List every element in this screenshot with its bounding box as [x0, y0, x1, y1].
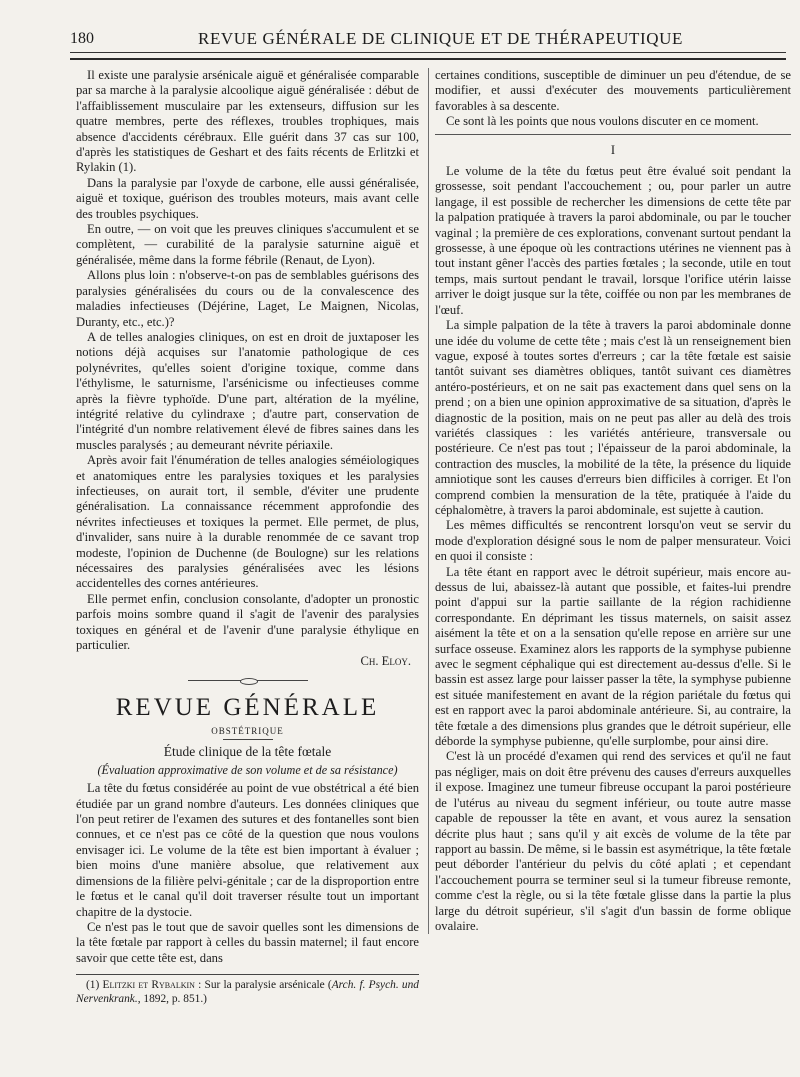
right-column — [428, 68, 791, 934]
section-number: I — [610, 142, 616, 157]
left-column — [76, 68, 419, 1006]
footnote-journal: Arch. f. Psych. und Nervenkrank. — [76, 979, 419, 1006]
footnote — [76, 974, 419, 1006]
author-signature: Ch. Eloy. — [360, 654, 411, 669]
footnote-end: , 1892, p. 851.) — [137, 993, 207, 1006]
paragraph: Les mêmes difficultés se rencontrent lorsqu'on veut se servir du mode d'exploration désigné sous le nom de palper mensurateur. Voici en quoi il consiste : — [435, 518, 791, 564]
paragraph: Elle permet enfin, conclusion consolante, d'adopter un pronostic parfois moins sombre quand il s'agit de l'avenir des paralysies toxiques en général et de l'avenir d'une paralysie éthylique en particulier. — [76, 591, 419, 653]
article-title: Étude clinique de la tête fœtale — [163, 743, 332, 759]
paragraph: Allons plus loin : n'observe-t-on pas de semblables guérisons des paralysies généralisées du cours ou de la convalescence des maladies infectieuses (Déjérine, Laget, Le Maignen, Nicolas, Duranty, etc., etc.)? — [76, 268, 419, 329]
paragraph: Ce sont là les points que nous voulons discuter en ce moment. — [446, 114, 759, 129]
paragraph: Il existe une paralysie arsénicale aiguë et généralisée comparable par sa marche à la paralysie alcoolique aiguë généralisée : début de l'affaiblissement musculaire par les extenseurs, diffusion sur les quatre membres, perte des réflexes, troubles trophiques, mais absence d'accidents cérébraux. Elle guérit dans 37 cas sur 100, d'après les statistiques de Geshart et des faits récents de Erlitzki et Rylakin (1). — [76, 68, 419, 175]
paragraph: La tête du fœtus considérée au point de vue obstétrical a été bien étudiée par un grand nombre d'auteurs. Les données cliniques que l'on peut retirer de l'examen des sutures et des fontanelles sont bien connues, et ce n'est pas ce côté de la question que nous voulons envisager ici. Le volume de la tête est bien important à évaluer ; bien moins d'une manière absolue, que relativement aux dimensions de la filière pelvi-génitale ; car de la disproportion entre le fœtus et le canal qu'il doit traverser résulte tout un important chapitre de la dystocie. — [76, 781, 419, 919]
paragraph: La tête étant en rapport avec le détroit supérieur, mais encore au-dessus de lui, abaissez-là autant que possible, et faites-lui prendre point d'appui sur la partie saillante de la région rachidienne correspondante. En déprimant les tissus maternels, on saisit assez aisément la tête et on a la sensation qu'elle repose en arrière sur une surface osseuse. Examinez alors les rapports de la symphyse pubienne avec le segment céphalique qui est directement au-dessus d'elle. Si le bassin est assez large pour laisser passer la tête, la symphyse pubienne est située manifestement en avant de la région pariétale du fœtus qui est en rapport avec la paroi abdominale antérieure. Si, au contraire, la tête fœtale a des dimensions plus grandes que le détroit supérieur, elle déborde la symphyse pubienne, qu'elle surplombe, pour ainsi dire. — [435, 564, 791, 749]
paragraph: C'est là un procédé d'examen qui rend des services et qu'il ne faut pas négliger, mais on doit être prévenu des causes d'erreurs auxquelles il expose. Imaginez une tumeur fibreuse occupant la paroi postérieure de l'utérus au niveau du segment inférieur, ou toute autre masse capable de repousser la tête en avant, et vous aurez la sensation décrite plus haut ; sans qu'il y ait excès de volume de la tête par rapport au bassin. De même, si le bassin est asymétrique, la tête fœtale peut déborder l'antérieur du pelvis du côté aplati ; et cependant l'accouchement pourra se terminer seul si la tumeur fibreuse remonte, comme c'est la règle, ou si la tête fœtale glisse dans la partie la plus large du détroit supérieur, s'il s'agit d'un bassin de forme oblique ovalaire. — [435, 749, 791, 933]
paragraph: Ce n'est pas le tout que de savoir quelles sont les dimensions de la tête fœtale par rapport à celles du bassin maternel; il faut encore savoir que cette tête est, dans — [76, 919, 419, 965]
section-rule — [435, 134, 791, 135]
header-rule — [70, 58, 786, 60]
footnote-author: Elitzki et Rybalkin — [102, 979, 195, 992]
running-title: REVUE GÉNÉRALE DE CLINIQUE ET DE THÉRAPEUTIQUE — [198, 29, 683, 48]
rubric-rule — [223, 739, 273, 740]
paragraph: La simple palpation de la tête à travers la paroi abdominale donne une idée du volume de cette tête ; mais c'est là un renseignement bien vague, exposé à toutes sortes d'erreurs ; car la tête fœtale est saisie tantôt suivant ses diamètres obliques, tantôt suivant ces diamètres antéro-postérieurs, et on ne sait pas exactement dans quel sens on la prend ; on a bien une opinion approximative de sa situation, d'après le diagnostic de la position, mais on ne peut pas aller au delà des trois variétés classiques : les variétés antérieure, transversale ou postérieure. Ce n'est pas tout ; l'épaisseur de la paroi abdominale, la contraction des muscles, la mobilité de la tête, la présence du liquide amniotique sont les causes d'erreurs bien difficiles à corriger. Et l'on comprend combien la mensuration de la tête, pratiquée à l'aide du céphalomètre, à travers la paroi abdominale, est sujette à caution. — [435, 318, 791, 517]
page-number: 180 — [70, 30, 94, 47]
paragraph: Le volume de la tête du fœtus peut être évalué soit pendant la grossesse, soit pendant l'accouchement ; ou, pour parler un autre langage, il est possible de rechercher les dimensions de cette tête par la palpation pratiquée à travers la paroi abdominale, ou par le toucher vaginal ; la première de ces explorations, convenant surtout pendant la grossesse, à une époque où les contractions utérines ne viennent pas à tout instant gêner l'accès des parties fœtales ; la seconde, utile en tout temps, mais surtout pendant le travail, lorsque l'orifice utérin laisse arriver le doigt jusque sur la tête, coiffée ou non par les membranes de l'œuf. — [435, 164, 791, 317]
paragraph: En outre, — on voit que les preuves cliniques s'accumulent et se complètent, — curabilité de la paralysie saturnine aiguë et généralisée, même dans la forme fébrile (Renaut, de Lyon). — [76, 222, 419, 267]
paragraph: certaines conditions, susceptible de diminuer un peu d'étendue, de se modifier, et aussi d'exécuter des mouvements particulièrement favorables à sa descente. — [435, 68, 791, 113]
paragraph: A de telles analogies cliniques, on est en droit de juxtaposer les notions déjà acquises sur l'anatomie pathologique de ces polynévrites, qu'elles soient d'origine toxique, comme dans l'éthylisme, le saturnisme, l'arsénicisme ou infectieuses comme après la fièvre typhoïde. D'une part, altération de la myéline, intégrité relative du cylindraxe ; d'autre part, conservation de l'intégrité d'un nombre relativement élevé de fibres saines dans les muscles paralysés ; au demeurant névrite périaxile. — [76, 329, 419, 452]
running-header — [70, 28, 786, 53]
ornament-divider — [188, 678, 308, 684]
paragraph: Après avoir fait l'énumération de telles analogies séméiologiques et anatomiques entre les paralysies toxiques et les paralysies infectieuses, on aurait tort, il semble, d'éviter une prudente généralisation. La connaissance récemment approfondie des névrites infectieuses et toxiques la permet. Elle permet, de plus, d'invalider, sans nuire à la durable renommée de ce savant trop modeste, l'opinion de Duchenne (de Boulogne) sur les relations nécessaires des paralysies généralisées avec les lésions accidentelles des cornes antérieures. — [76, 453, 419, 591]
article-subtitle: (Évaluation approximative de son volume et de sa résistance) — [97, 762, 398, 777]
section-title: REVUE GÉNÉRALE — [115, 693, 380, 721]
rubric-label: OBSTÉTRIQUE — [211, 725, 284, 736]
footnote-marker: (1) — [86, 979, 100, 992]
paragraph: Dans la paralysie par l'oxyde de carbone, elle aussi généralisée, aiguë et toxique, guérison des troubles moteurs, mais avant celle des troubles psychiques. — [76, 175, 419, 221]
footnote-text: : Sur la paralysie arsénicale ( — [194, 979, 332, 992]
